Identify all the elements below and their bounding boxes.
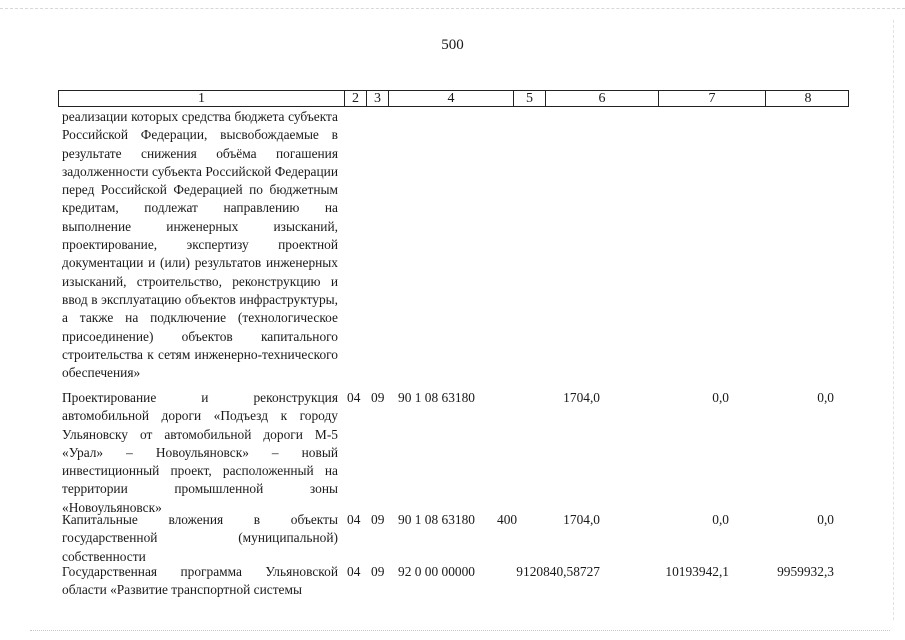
table-row-description: Капитальные вложения в объекты государственной (муниципальной) собственности xyxy=(62,512,338,564)
cell-amount-col8: 0,0 xyxy=(817,390,834,405)
scan-edge-right xyxy=(893,20,894,620)
header-col-5: 5 xyxy=(514,91,546,106)
cell-target-article: 90 1 08 63180 xyxy=(398,512,475,527)
cell-subsection: 09 xyxy=(371,564,385,579)
header-col-3: 3 xyxy=(367,91,389,106)
header-col-6: 6 xyxy=(546,91,659,106)
cell-target-article: 90 1 08 63180 xyxy=(398,390,475,405)
cell-subsection: 09 xyxy=(371,512,385,527)
table-header-row xyxy=(58,90,849,107)
header-col-4: 4 xyxy=(389,91,514,106)
cell-amount-col6: 1704,0 xyxy=(563,512,600,527)
header-col-2: 2 xyxy=(345,91,367,106)
header-col-1: 1 xyxy=(59,91,345,106)
scan-edge-bottom xyxy=(30,630,890,631)
cell-amount-col6: 9120840,58727 xyxy=(516,564,600,579)
cell-amount-col6: 1704,0 xyxy=(563,390,600,405)
cell-amount-col7: 0,0 xyxy=(712,390,729,405)
cell-amount-col7: 0,0 xyxy=(712,512,729,527)
cell-subsection: 09 xyxy=(371,390,385,405)
cell-amount-col7: 10193942,1 xyxy=(665,564,729,579)
page-number: 500 xyxy=(441,37,464,53)
table-row-description: реализации которых средства бюджета субъекта Российской Федерации, высвобождаемые в результате снижения объёма погашения задолженности субъекта Российской Федерации перед Российской Федерацией по бюджетным кредитам, подлежат направлению на выполнение инженерных изысканий, проектирование, экспертизу проектной документации и (или) результатов инженерных изысканий, строительство, реконструкцию и ввод в эксплуатацию объектов инфраструктуры, а также на подключение (технологическое присоединение) объектов капитального строительства к сетям инженерно-технического обеспечения» xyxy=(62,109,338,381)
cell-target-article: 92 0 00 00000 xyxy=(398,564,475,579)
cell-section: 04 xyxy=(347,564,361,579)
scan-edge-top xyxy=(0,8,905,9)
header-col-8: 8 xyxy=(804,91,812,106)
cell-amount-col8: 0,0 xyxy=(817,512,834,527)
cell-section: 04 xyxy=(347,512,361,527)
cell-expense-type: 400 xyxy=(497,512,518,527)
cell-section: 04 xyxy=(347,390,361,405)
table-row-description: Государственная программа Ульяновской области «Развитие транспортной системы xyxy=(62,564,338,598)
header-col-7: 7 xyxy=(659,91,766,106)
table-row-description: Проектирование и реконструкция автомобильной дороги «Подъезд к городу Ульяновску от автомобильной дороги М-5 «Урал» – Новоульяновск» – новый инвестиционный проект, расположенный на территории промышленной зоны «Новоульяновск» xyxy=(62,390,338,515)
cell-amount-col8: 9959932,3 xyxy=(777,564,834,579)
